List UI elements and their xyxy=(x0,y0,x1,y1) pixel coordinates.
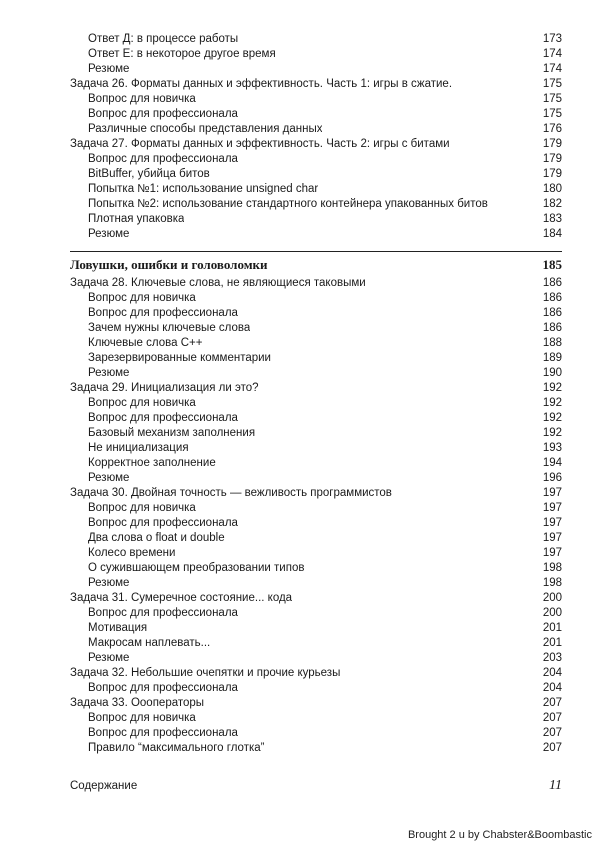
toc-entry-title: Зарезервированные комментарии xyxy=(88,352,271,364)
toc-chapter-entry[interactable] xyxy=(70,77,562,92)
toc-entry-title: Ответ Е: в некоторое другое время xyxy=(88,48,276,60)
toc-entry-title: Вопрос для профессионала xyxy=(88,727,238,739)
toc-entry-page: 196 xyxy=(542,472,562,484)
toc-subentry[interactable] xyxy=(70,561,562,576)
toc-subentry[interactable] xyxy=(70,152,562,167)
toc-subentry[interactable] xyxy=(70,366,562,381)
toc-subentry[interactable] xyxy=(70,321,562,336)
toc-entry-title: Колесо времени xyxy=(88,547,176,559)
toc-entry-title: Резюме xyxy=(88,367,130,379)
toc-entry-page: 175 xyxy=(542,93,562,105)
toc-entry-title: Базовый механизм заполнения xyxy=(88,427,256,439)
toc-subentry[interactable] xyxy=(70,396,562,411)
toc-entry-title: Резюме xyxy=(88,63,130,75)
toc-entry-title: Задача 32. Небольшие очепятки и прочие курьезы xyxy=(70,667,341,679)
toc-entry-page: 198 xyxy=(542,562,562,574)
toc-subentry[interactable] xyxy=(70,227,562,242)
toc-subentry[interactable] xyxy=(70,426,562,441)
toc-entry-page: 190 xyxy=(542,367,562,379)
toc-entry-page: 186 xyxy=(542,322,562,334)
toc-entry-page: 207 xyxy=(542,727,562,739)
toc-entry-title: Плотная упаковка xyxy=(88,213,185,225)
toc-entry-page: 182 xyxy=(542,198,562,210)
toc-entry-title: Вопрос для профессионала xyxy=(88,517,238,529)
toc-entry-page: 207 xyxy=(542,697,562,709)
toc-entry-page: 175 xyxy=(542,78,562,90)
toc-entry-page: 176 xyxy=(542,123,562,135)
toc-subentry[interactable] xyxy=(70,471,562,486)
page-number: 11 xyxy=(549,778,562,793)
toc-entry-title: Ключевые слова С++ xyxy=(88,337,203,349)
toc-subentry[interactable] xyxy=(70,351,562,366)
toc-subentry[interactable] xyxy=(70,122,562,137)
toc-entry-title: Задача 30. Двойная точность — вежливость программистов xyxy=(70,487,392,499)
toc-entry-page: 189 xyxy=(542,352,562,364)
toc-entry-title: Резюме xyxy=(88,652,130,664)
toc-entry-page: 186 xyxy=(542,307,562,319)
toc-entry-title: Не инициализация xyxy=(88,442,189,454)
toc-subentry[interactable] xyxy=(70,621,562,636)
toc-entry-page: 180 xyxy=(542,183,562,195)
toc-subentry[interactable] xyxy=(70,212,562,227)
toc-entry-page: 201 xyxy=(542,637,562,649)
credit-line: Brought 2 u by Chabster&Boombastic xyxy=(407,829,592,841)
toc-entry-page: 192 xyxy=(542,397,562,409)
toc-entry-page: 201 xyxy=(542,622,562,634)
toc-entry-title: Зачем нужны ключевые слова xyxy=(88,322,251,334)
toc-entry-title: Корректное заполнение xyxy=(88,457,216,469)
toc-subentry[interactable] xyxy=(70,651,562,666)
toc-chapter-entry[interactable] xyxy=(70,276,562,291)
toc-chapter-entry[interactable] xyxy=(70,381,562,396)
toc-entry-title: Мотивация xyxy=(88,622,148,634)
toc-entry-page: 186 xyxy=(542,292,562,304)
toc-entry-page: 197 xyxy=(542,547,562,559)
toc-entry-page: 207 xyxy=(542,712,562,724)
toc-subentry[interactable] xyxy=(70,741,562,756)
toc-entry-page: 174 xyxy=(542,48,562,60)
toc-chapter-entry[interactable] xyxy=(70,137,562,152)
toc-entry-title: Вопрос для профессионала xyxy=(88,307,238,319)
page-footer xyxy=(70,778,562,794)
toc-subentry[interactable] xyxy=(70,546,562,561)
footer-label: Содержание xyxy=(70,780,138,792)
toc-subentry[interactable] xyxy=(70,182,562,197)
toc-entry-page: 197 xyxy=(542,517,562,529)
toc-subentry[interactable] xyxy=(70,411,562,426)
toc-subentry[interactable] xyxy=(70,107,562,122)
toc-entry-page: 193 xyxy=(542,442,562,454)
toc-entry-page: 192 xyxy=(542,412,562,424)
toc-entry-title: Вопрос для профессионала xyxy=(88,412,238,424)
toc-chapter-entry[interactable] xyxy=(70,591,562,606)
toc-entry-title: Вопрос для новичка xyxy=(88,93,196,105)
toc-entry-title: Резюме xyxy=(88,577,130,589)
toc-entry-title: Резюме xyxy=(88,472,130,484)
toc-subentry[interactable] xyxy=(70,441,562,456)
toc-entry-title: Два слова о float и double xyxy=(88,532,225,544)
toc-entry-page: 197 xyxy=(542,487,562,499)
toc-subentry[interactable] xyxy=(70,92,562,107)
toc-entry-page: 175 xyxy=(542,108,562,120)
toc-entry-page: 194 xyxy=(542,457,562,469)
toc-entry-title: Вопрос для профессионала xyxy=(88,682,238,694)
toc-subentry[interactable] xyxy=(70,606,562,621)
toc-subentry[interactable] xyxy=(70,681,562,696)
toc-subentry[interactable] xyxy=(70,516,562,531)
toc-entry-title: Задача 33. Оооператоры xyxy=(70,697,205,709)
toc-entry-page: 203 xyxy=(542,652,562,664)
toc-entry-title: Вопрос для профессионала xyxy=(88,108,238,120)
toc-subentry[interactable] xyxy=(70,47,562,62)
toc-subentry[interactable] xyxy=(70,197,562,212)
toc-entry-title: Попытка №1: использование unsigned char xyxy=(88,183,319,195)
toc-entry-title: Правило “максимального глотка” xyxy=(88,742,265,754)
toc-subentry[interactable] xyxy=(70,531,562,546)
toc-entry-page: 207 xyxy=(542,742,562,754)
toc-entry-title: BitBuffer, убийца битов xyxy=(88,168,210,180)
toc-subentry[interactable] xyxy=(70,306,562,321)
toc-chapter-entry[interactable] xyxy=(70,486,562,501)
toc-subentry[interactable] xyxy=(70,456,562,471)
toc-subentry[interactable] xyxy=(70,636,562,651)
toc-entry-title: Задача 28. Ключевые слова, не являющиеся таковыми xyxy=(70,277,366,289)
toc-subentry[interactable] xyxy=(70,32,562,47)
toc-entry-title: Вопрос для новичка xyxy=(88,292,196,304)
toc-entry-title: Вопрос для новичка xyxy=(88,397,196,409)
toc-subentry[interactable] xyxy=(70,291,562,306)
toc-subentry[interactable] xyxy=(70,711,562,726)
toc-entry-page: 184 xyxy=(542,228,562,240)
toc-entry-page: 204 xyxy=(542,682,562,694)
toc-subentry[interactable] xyxy=(70,167,562,182)
toc-entry-page: 179 xyxy=(542,168,562,180)
table-of-contents xyxy=(70,32,562,756)
toc-entry-page: 192 xyxy=(542,382,562,394)
toc-subentry[interactable] xyxy=(70,726,562,741)
toc-entry-page: 179 xyxy=(542,138,562,150)
toc-entry-title: Задача 31. Сумеречное состояние... кода xyxy=(70,592,293,604)
toc-entry-title: Задача 27. Форматы данных и эффективность. Часть 2: игры с битами xyxy=(70,138,450,150)
toc-entry-title: Задача 29. Инициализация ли это? xyxy=(70,382,259,394)
toc-entry-title: Попытка №2: использование стандартного контейнера упакованных битов xyxy=(88,198,488,210)
toc-subentry[interactable] xyxy=(70,501,562,516)
toc-chapter-entry[interactable] xyxy=(70,696,562,711)
toc-entry-page: 197 xyxy=(542,532,562,544)
toc-entry-title: Макросам наплевать... xyxy=(88,637,211,649)
toc-entry-title: Различные способы представления данных xyxy=(88,123,323,135)
toc-entry-title: О сужившающем преобразовании типов xyxy=(88,562,305,574)
toc-entry-page: 185 xyxy=(542,257,562,272)
toc-entry-page: 192 xyxy=(542,427,562,439)
toc-entry-page: 200 xyxy=(542,592,562,604)
toc-entry-page: 197 xyxy=(542,502,562,514)
toc-entry-title: Вопрос для новичка xyxy=(88,712,196,724)
toc-section-heading[interactable] xyxy=(70,251,562,273)
toc-entry-page: 174 xyxy=(542,63,562,75)
toc-entry-page: 186 xyxy=(542,277,562,289)
toc-entry-title: Вопрос для профессионала xyxy=(88,607,238,619)
toc-entry-title: Задача 26. Форматы данных и эффективность. Часть 1: игры в сжатие. xyxy=(70,78,453,90)
toc-entry-page: 198 xyxy=(542,577,562,589)
toc-entry-page: 183 xyxy=(542,213,562,225)
toc-entry-title: Вопрос для новичка xyxy=(88,502,196,514)
toc-subentry[interactable] xyxy=(70,576,562,591)
toc-entry-title: Ловушки, ошибки и головоломки xyxy=(70,257,268,272)
toc-entry-title: Вопрос для профессионала xyxy=(88,153,238,165)
toc-entry-page: 188 xyxy=(542,337,562,349)
toc-entry-title: Ответ Д: в процессе работы xyxy=(88,33,239,45)
toc-subentry[interactable] xyxy=(70,336,562,351)
toc-entry-title: Резюме xyxy=(88,228,130,240)
toc-entry-page: 173 xyxy=(542,33,562,45)
toc-chapter-entry[interactable] xyxy=(70,666,562,681)
toc-entry-page: 179 xyxy=(542,153,562,165)
toc-subentry[interactable] xyxy=(70,62,562,77)
toc-entry-page: 200 xyxy=(542,607,562,619)
toc-entry-page: 204 xyxy=(542,667,562,679)
